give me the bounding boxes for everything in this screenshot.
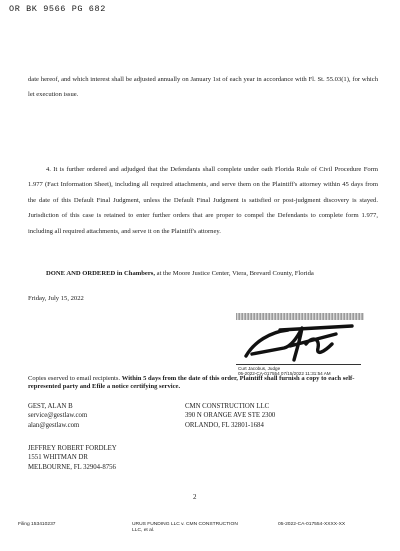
footer-case-number: 05-2022-CA-017554-XXXX-XX bbox=[278, 522, 346, 527]
judge-signature bbox=[240, 322, 360, 364]
copies-bold: Within 5 days from the date of this order, Plaintiff shall furnish a copy to each self-represented party and Efile a notice certifying service. bbox=[28, 375, 355, 391]
done-and-ordered-location: at the Moore Justice Center, Viera, Brevard County, Florida bbox=[155, 270, 314, 277]
order-date: Friday, July 15, 2022 bbox=[28, 295, 84, 302]
recipient-line: JEFFREY ROBERT FORDLEY bbox=[28, 445, 117, 452]
book-page-reference: OR BK 9566 PG 682 bbox=[9, 4, 106, 14]
recipient-block bbox=[185, 402, 275, 430]
signature-timestamp: 05-2022-CA-017554 07/15/2022 11:31:54 AM bbox=[238, 371, 331, 376]
recipient-line: 1551 WHITMAN DR bbox=[28, 454, 88, 462]
copies-plain: Copies eserved to email recipients. bbox=[28, 375, 122, 382]
recipient-line: 390 N ORANGE AVE STE 2300 bbox=[185, 412, 276, 420]
recipient-block bbox=[28, 402, 87, 430]
electronic-stamp-bar bbox=[236, 313, 364, 320]
footer-case-caption: URUS FUNDING LLC v. CMN CONSTRUCTION LLC, et al. bbox=[132, 522, 238, 533]
copies-notice bbox=[28, 375, 378, 392]
recipient-line: GEST, ALAN B bbox=[28, 403, 73, 410]
page-number: 2 bbox=[193, 493, 197, 501]
recipient-line: service@gestlaw.com bbox=[28, 412, 88, 420]
done-and-ordered-bold: DONE AND ORDERED in Chambers, bbox=[46, 270, 155, 277]
footer-filing: Filing 153410237 bbox=[18, 522, 56, 527]
signature-line bbox=[236, 364, 361, 365]
recipient-line: CMN CONSTRUCTION LLC bbox=[185, 403, 270, 410]
judge-name: Curt Jacobus, Judge bbox=[238, 366, 281, 371]
recipient-line: MELBOURNE, FL 32904-8756 bbox=[28, 463, 116, 471]
paragraph-done-and-ordered bbox=[28, 266, 378, 281]
paragraph-fact-information: 4. It is further ordered and adjudged that the Defendants shall complete under oath Florida Rule of Civil Procedure Form 1.977 (Fact Information Sheet), including all required attachments, and serve them on the Plaintiff's attorney within 45 days from the date of this Default Final Judgment, unless the Default Final Judgment is satisfied or post-judgment discovery is stayed. Jurisdiction of this case is retained to enter further orders that are proper to compel the Defendants to complete form 1.977, including all required attachments, and serve it on the Plaintiff's attorney. bbox=[28, 166, 378, 235]
recipient-line: ORLANDO, FL 32801-1684 bbox=[185, 421, 264, 429]
paragraph-interest: date hereof, and which interest shall be adjusted annually on January 1st of each year in accordance with Fl. St. 55.03(1), for which let execution issue. bbox=[28, 76, 378, 99]
recipient-line: alan@gestlaw.com bbox=[28, 421, 80, 429]
recipient-block bbox=[28, 444, 117, 472]
